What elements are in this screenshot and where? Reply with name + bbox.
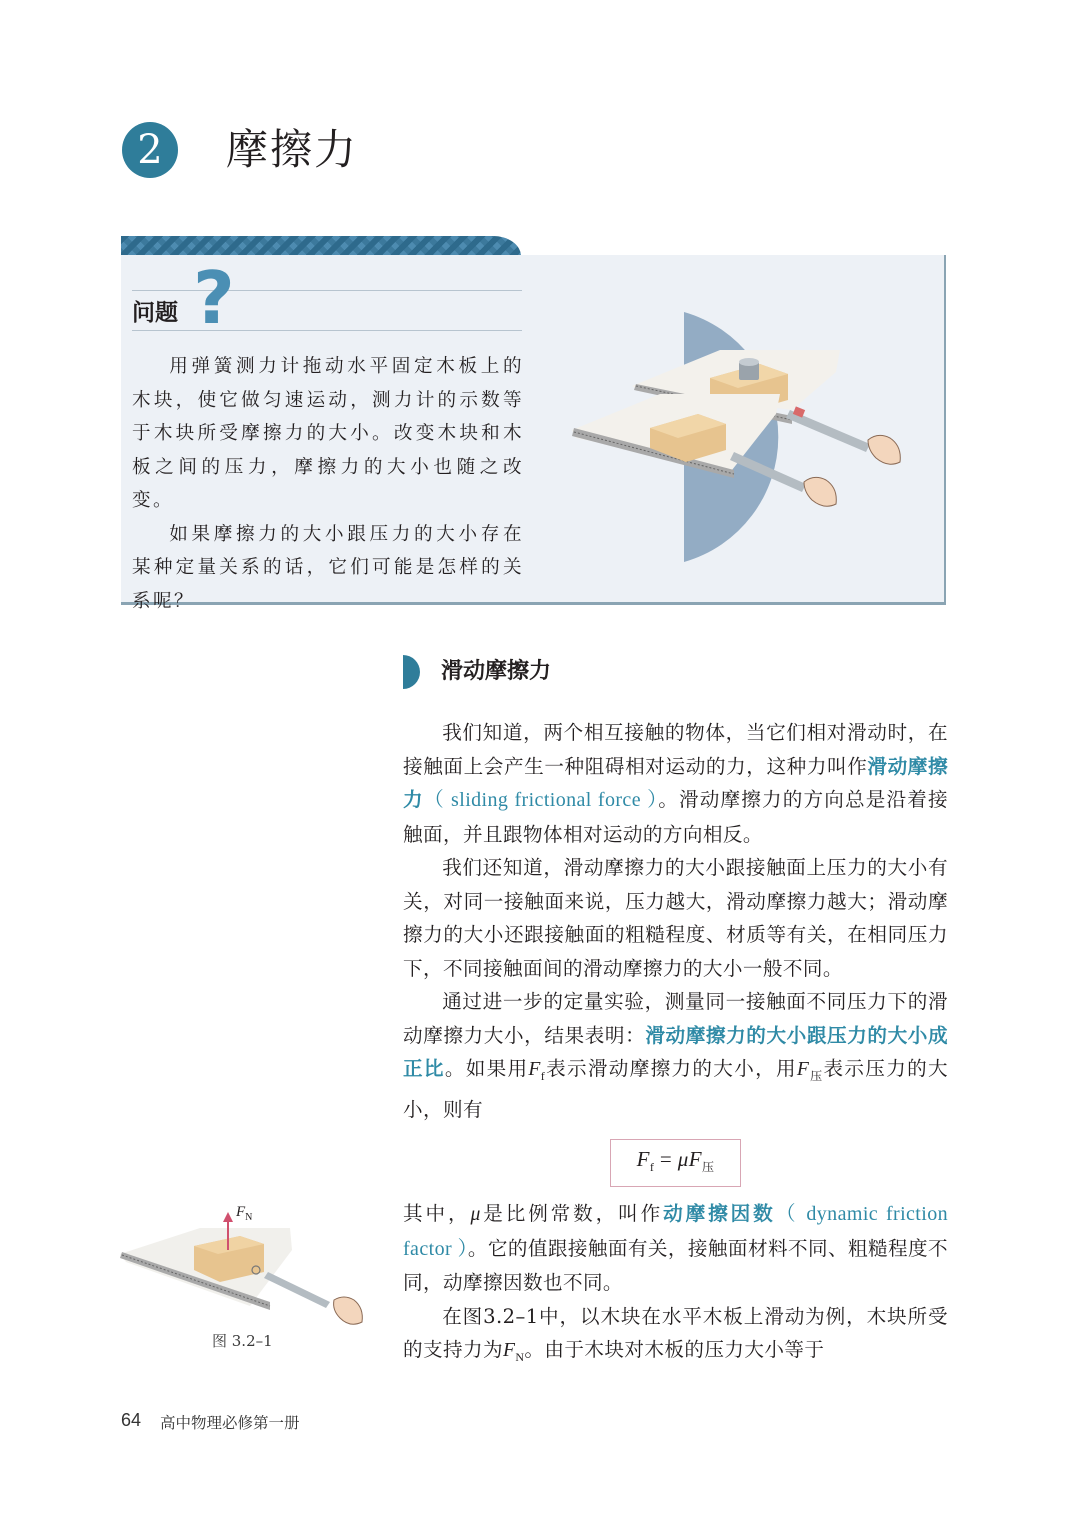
symbol-fpressure: $F_压$ — [796, 1059, 824, 1083]
question-paragraph: 用弹簧测力计拖动水平固定木板上的木块，使它做匀速运动，测力计的示数等于木块所受摩擦力的大小。改变木块和木板之间的压力，摩擦力的大小也随之改变。 — [132, 356, 524, 511]
force-label-fn: $F_N$ — [236, 1204, 253, 1223]
question-rule-bottom — [132, 330, 522, 331]
formula-container — [403, 1139, 948, 1187]
paragraph-1 — [403, 716, 948, 851]
page-number: 64 — [121, 1410, 142, 1430]
question-mark-icon: ? — [193, 256, 235, 340]
section-title: 摩擦力 — [226, 125, 359, 174]
text: 是比例常数，叫作 — [480, 1202, 664, 1226]
term-en: （ dynamic friction factor ） — [403, 1203, 949, 1260]
body-text — [403, 716, 948, 1375]
paragraph-5 — [403, 1300, 948, 1375]
friction-experiment-illustration — [560, 300, 940, 570]
term-sliding-friction: 滑动摩擦力 — [403, 754, 948, 811]
question-text — [132, 350, 524, 618]
symbol-mu: μ — [470, 1204, 481, 1226]
text: 其中， — [403, 1202, 471, 1226]
subsection-title: 滑动摩擦力 — [441, 659, 552, 684]
paragraph-3 — [403, 985, 948, 1127]
subsection-heading — [403, 650, 948, 694]
text: 。如果用 — [444, 1057, 529, 1080]
text: 我们知道，两个相互接触的物体，当它们相对滑动时，在接触面上会产生一种阻碍相对运动的力，这种力叫作 — [403, 721, 948, 778]
figure-caption: 图 3.2–1 — [212, 1332, 273, 1350]
question-paragraph: 如果摩擦力的大小跟压力的大小存在某种定量关系的话，它们可能是怎样的关系呢？ — [132, 523, 524, 612]
question-rule-top — [132, 290, 522, 291]
term-dynamic-friction-factor: 动摩擦因数 — [663, 1202, 776, 1226]
text: 表示压力的大小，则有 — [403, 1057, 948, 1122]
text: 表示滑动摩擦力的大小，用 — [545, 1057, 797, 1080]
symbol-ff: $F_f$ — [528, 1059, 546, 1083]
key-conclusion: 滑动摩擦力的大小跟压力的大小成正比 — [403, 1023, 948, 1080]
main-content — [403, 650, 948, 1375]
question-label: 问题 — [132, 300, 178, 326]
text: 通过进一步的定量实验，测量同一接触面不同压力下的滑动摩擦力大小，结果表明： — [403, 990, 948, 1047]
text: 。它的值跟接触面有关，接触面材料不同、粗糙程度不同，动摩擦因数也不同。 — [403, 1236, 948, 1295]
text: 。由于木块对木板的压力大小等于 — [524, 1338, 825, 1362]
term-en: （ sliding frictional force ） — [423, 789, 659, 811]
paragraph-4 — [403, 1197, 948, 1300]
text: 。滑动摩擦力的方向总是沿着接触面，并且跟物体相对运动的方向相反。 — [403, 788, 948, 846]
section-number-badge: 2 — [122, 122, 178, 178]
heading-marker-icon — [403, 655, 420, 689]
book-title: 高中物理必修第一册 — [160, 1414, 300, 1432]
friction-formula: $F_f = \mu F_压$ — [610, 1139, 742, 1187]
paragraph-2: 我们还知道，滑动摩擦力的大小跟接触面上压力的大小有关，对同一接触面来说，压力越大，滑动摩擦力越大；滑动摩擦力的大小还跟接触面的粗糙程度、材质等有关，在相同压力下，不同接触面间的滑动摩擦力的大小一般不同。 — [403, 856, 948, 980]
question-box-pattern-overlay — [121, 236, 521, 256]
text: 在图3.2–1中，以木块在水平木板上滑动为例，木块所受的支持力为 — [403, 1304, 948, 1362]
symbol-fn: $F_N$ — [502, 1340, 525, 1364]
